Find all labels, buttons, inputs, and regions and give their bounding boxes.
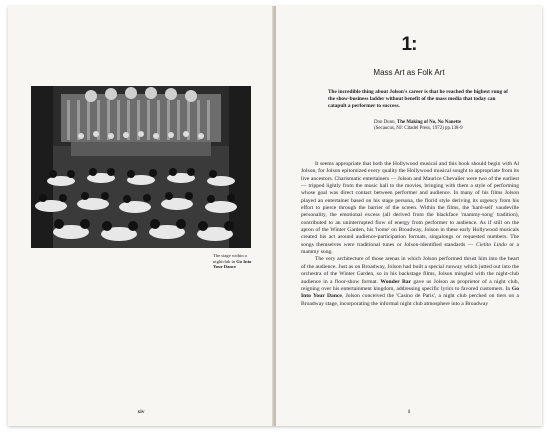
- song-title: Cielito Lindo: [475, 241, 507, 248]
- caption-text: The stage within a nightclub in: [213, 253, 247, 264]
- body-paragraph-2: [301, 256, 519, 307]
- paragraph-1-end: or a mammy song.: [301, 241, 519, 256]
- chapter-number: 1:: [401, 34, 417, 55]
- epigraph-source: [374, 120, 524, 132]
- epigraph-author: Don Dunn,: [374, 120, 396, 125]
- right-page: [276, 6, 542, 426]
- chapter-body: [301, 161, 519, 308]
- paragraph-2-a: The very architecture of those arenas in which Jolson performed thrust him into the heart of the audience. Just as on Broadway, Jolson had built a special runway which jutted out into the orchestra of the Winter Garden, so in his backstage films, Jolson mingled with the night-club audience in a floor-show format.: [301, 256, 519, 285]
- right-page-number: 1: [407, 409, 411, 415]
- paragraph-2-b: gave us Jolson as proprietor of a night club, reigning over his entertainment kingdom, addressing specific lyrics to favored customers. In: [301, 278, 520, 292]
- left-page-number: xiv: [137, 409, 145, 415]
- photo-caption: [213, 253, 257, 270]
- body-paragraph-1: [301, 161, 519, 256]
- paragraph-1-text: It seems appropriate that both the Hollywood musical and this book should begin with Al Jolson, for Jolson epitomized every quality the Hollywood musical sought to appropriate from its live ancestors. Charismatic entertainers — Jolson and Maurice Chevalier were two of the earliest — tripped lightly from the music hall to the movies, bringing with them a style of performing whose goal was direct contact between performer and audience. In many of his films Jolson played an entertainer based on his stage persona, the florid style deriving its urgency from his effort to pierce through the barrier of the screen. Within the films, the 'hard-sell' vaudeville personality, the emotional excess (all derived from the blackface 'mammy-song' tradition), contributed to an uninterrupted flow of energy from performer to audience. As if still on the apron of the Winter Garden, his 'home' on Broadway, Jolson in these early Hollywood musicals created his act around audience-participation formats, singalongs or requested numbers. The songs themselves were traditional tunes or Jolson-identified standards —: [301, 161, 519, 248]
- book-spread: [8, 6, 542, 426]
- nightclub-photo: [31, 86, 251, 248]
- epigraph-publisher: (Secaucus, NJ: Citadel Press, 1972) pp.138-9: [374, 126, 463, 132]
- film-title-wonder-bar: Wonder Bar: [380, 278, 411, 285]
- left-page: [8, 6, 274, 426]
- epigraph-book: The Making of No, No Nanette: [396, 120, 462, 125]
- paragraph-2-c: , Jolson conceived the 'Casino de Paris', a night club perched on tiers on a Broadway stage, incorporating the informal night club atmosphere into a Broadway: [301, 293, 519, 307]
- caption-film-title: Go Into Your Dance: [213, 258, 252, 270]
- film-title-go-into-your-dance: Go Into Your Dance: [301, 285, 519, 300]
- chapter-title: Mass Art as Folk Art: [373, 68, 445, 77]
- epigraph-quote: The incredible thing about Jolson's career is that he reached the highest rung of the show-business ladder without benefit of the mass media that today can catapult a performer to success.: [328, 89, 508, 110]
